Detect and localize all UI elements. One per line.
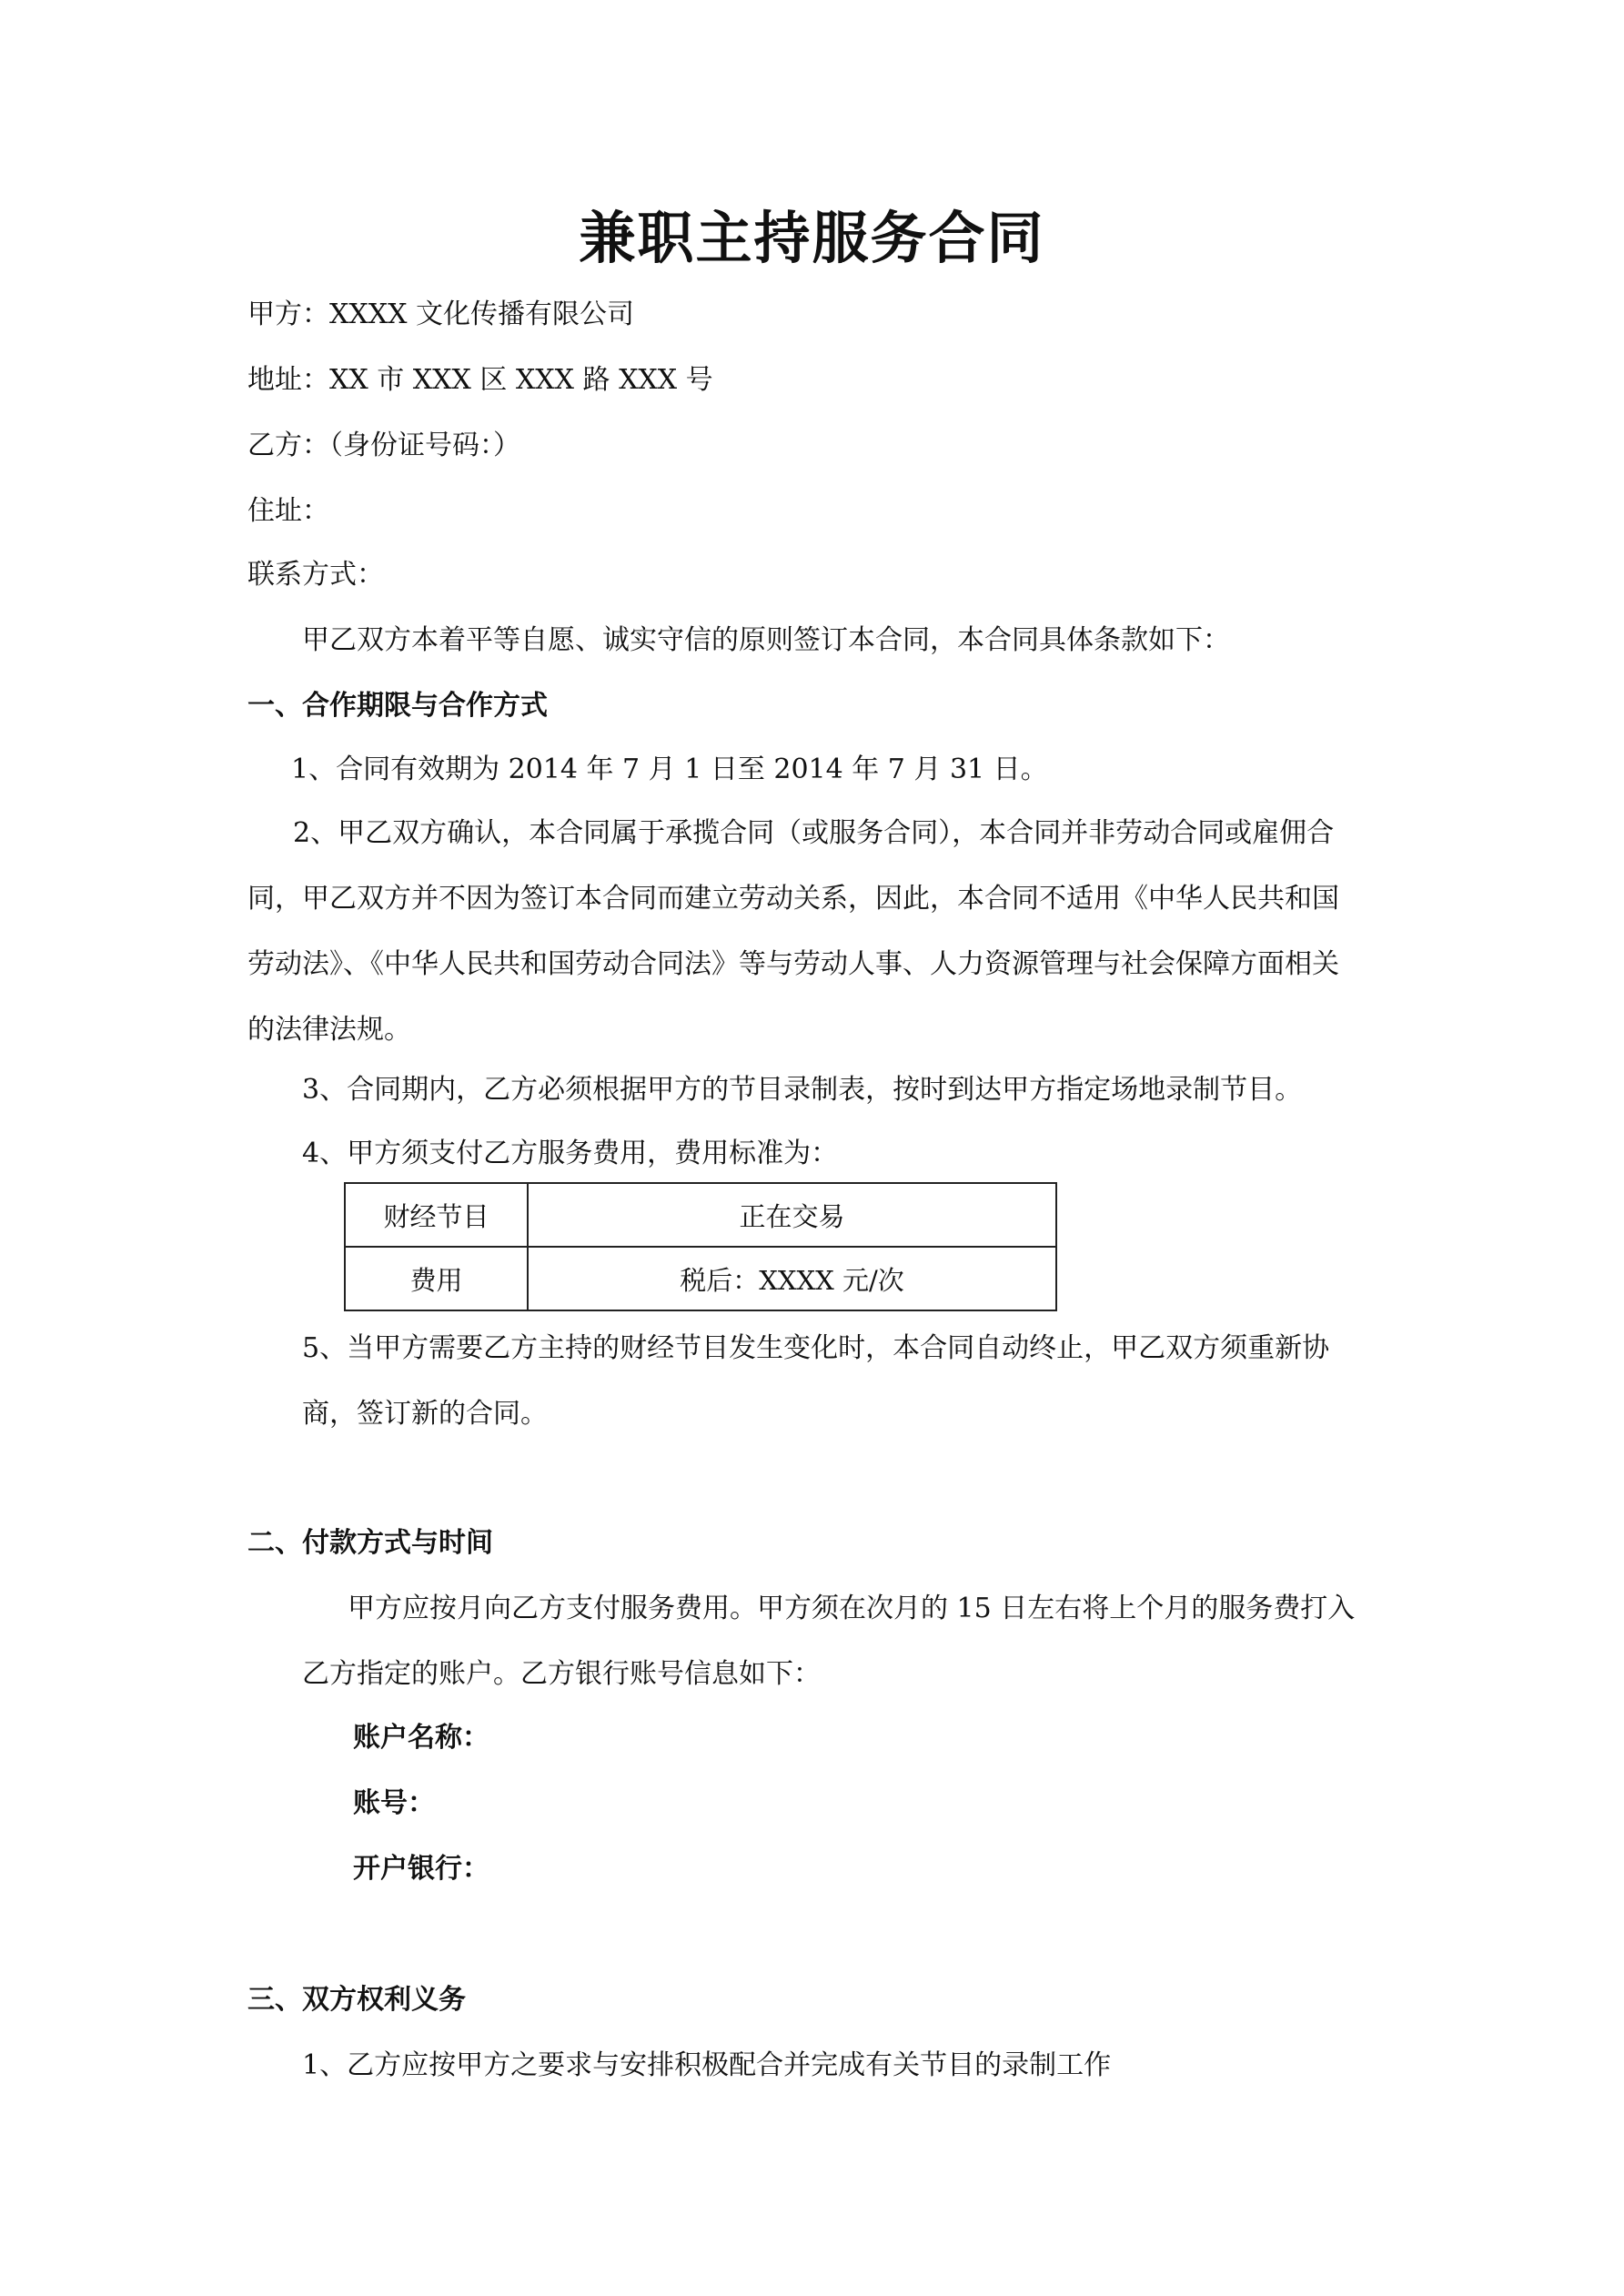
table-cell: 正在交易 [528,1183,1056,1247]
section1-heading: 一、合作期限与合作方式 [247,690,548,722]
account-name-label: 账户名称： [353,1722,489,1754]
section1-item1: 1、合同有效期为 2014 年 7 月 1 日至 2014 年 7 月 31 日。 [291,754,1048,785]
section1-item2 [247,801,1394,1063]
section3-heading: 三、双方权利义务 [247,1984,466,2016]
table-cell: 费用 [345,1247,528,1310]
party-b-line: 乙方：（身份证号码：） [247,430,520,461]
contact-line: 联系方式： [247,559,384,591]
fee-table [344,1182,1057,1311]
party-a-line: 甲方：XXXX 文化传播有限公司 [247,298,634,330]
preamble: 甲乙双方本着平等自愿、诚实守信的原则签订本合同，本合同具体条款如下： [302,624,1230,656]
section1-item2-line: 2、甲乙双方确认，本合同属于承揽合同（或服务合同），本合同并非劳动合同或雇佣合 [293,817,1335,849]
section2-heading: 二、付款方式与时间 [247,1527,493,1559]
section1-item5-line: 5、当甲方需要乙方主持的财经节目发生变化时，本合同自动终止，甲乙双方须重新协 [302,1332,1330,1364]
section2-body-line: 乙方指定的账户。乙方银行账号信息如下： [302,1658,821,1690]
table-row [345,1247,1056,1310]
section1-item5-line: 商，签订新的合同。 [302,1398,548,1430]
table-cell: 税后：XXXX 元/次 [528,1247,1056,1310]
section3-item1: 1、乙方应按甲方之要求与安排积极配合并完成有关节目的录制工作 [302,2049,1112,2081]
section1-item2-line: 同，甲乙双方并不因为签订本合同而建立劳动关系，因此，本合同不适用《中华人民共和国 [247,883,1339,915]
table-row [345,1183,1056,1247]
table-cell: 财经节目 [345,1183,528,1247]
section1-item3: 3、合同期内，乙方必须根据甲方的节目录制表，按时到达甲方指定场地录制节目。 [302,1074,1303,1106]
document-title: 兼职主持服务合同 [579,205,1045,271]
section1-item5 [302,1316,1412,1447]
section1-item2-line: 劳动法》、《中华人民共和国劳动合同法》等与劳动人事、人力资源管理与社会保障方面相关 [247,948,1339,980]
bank-label: 开户银行： [353,1853,489,1885]
residence-line: 住址： [247,495,329,527]
section2-body-line: 甲方应按月向乙方支付服务费用。甲方须在次月的 15 日左右将上个月的服务费打入 [348,1593,1356,1624]
section2-body [302,1576,1412,1707]
section1-item4: 4、甲方须支付乙方服务费用，费用标准为： [302,1138,839,1169]
address-line: 地址：XX 市 XXX 区 XXX 路 XXX 号 [247,364,713,396]
section1-item2-line: 的法律法规。 [247,1014,411,1046]
account-number-label: 账号： [353,1787,435,1819]
